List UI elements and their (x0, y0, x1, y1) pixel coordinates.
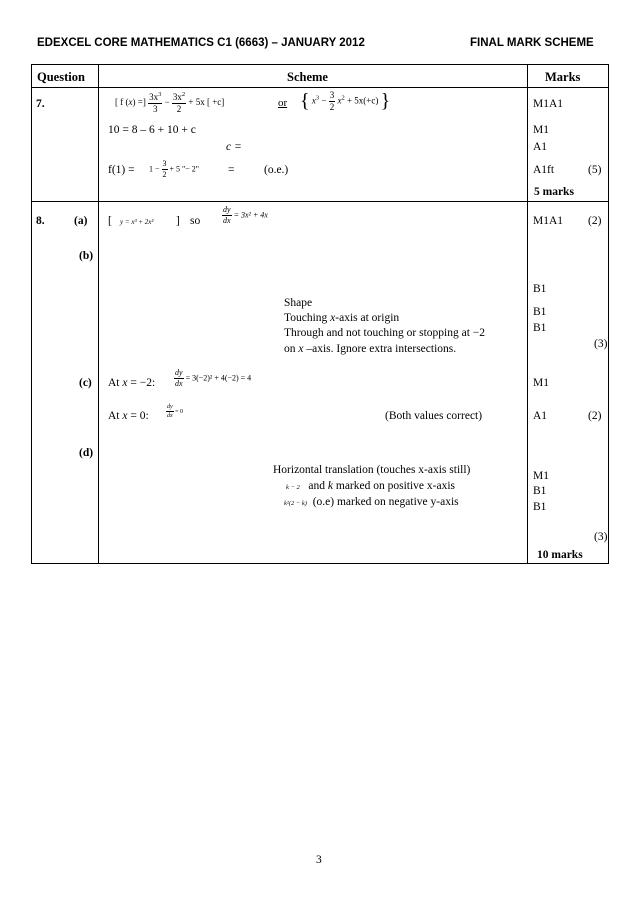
q8b-note-touching (284, 312, 399, 324)
q8b-note2-pre: Touching (284, 312, 331, 324)
q7-alt-exp: 3 (315, 94, 320, 102)
q8d-k-minus-2: k − 2 (286, 484, 300, 491)
q8d-and: and (308, 480, 326, 492)
q8b-mark-2: B1 (533, 306, 547, 318)
q7-c-value: c = (226, 141, 242, 153)
q8c-dy-2: dy (167, 404, 173, 410)
column-header-scheme: Scheme (287, 70, 328, 84)
q7-close-eq: ) =] (132, 97, 146, 108)
q8d-label: (d) (79, 447, 94, 459)
q7-fraction-1 (148, 92, 162, 114)
q7-f1-frac-num: 3 (162, 159, 167, 168)
q8c-total: (2) (588, 410, 602, 422)
q8a-dydx (222, 206, 232, 225)
q7-f1-frac-den: 2 (162, 170, 167, 179)
q8b-note4-var: x (298, 343, 304, 355)
q8d-note-translation: Horizontal translation (touches x-axis still) (273, 464, 471, 476)
q8b-note4-post: –axis. Ignore extra intersections. (303, 343, 457, 355)
q8c-dydx-1 (174, 369, 184, 388)
q8d-note2-post: marked on positive x-axis (335, 480, 456, 492)
q7-f2-den: 2 (176, 104, 182, 114)
q7-f2-num: 3x (172, 92, 182, 102)
q7-alt-f-num: 3 (329, 90, 335, 100)
q7-open: [ f ( (115, 97, 129, 108)
column-divider-question (98, 64, 99, 563)
q8c-line2-pre: At (108, 410, 123, 422)
q8-summary: 10 marks (537, 549, 583, 561)
q7-mark-4: A1ft (533, 164, 555, 176)
question-7-bottom-border (31, 201, 609, 202)
q7-f2-exp: 2 (181, 91, 186, 98)
q7-f1-label: f(1) = (108, 164, 135, 176)
q8c-mark-1: M1 (533, 377, 549, 389)
q8c-line1-expression (174, 369, 251, 388)
table-right-border (608, 64, 609, 563)
q7-fraction-2 (172, 92, 186, 114)
q8d-mark-3: B1 (533, 501, 547, 513)
q7-substitution: 10 = 8 – 6 + 10 + c (108, 124, 196, 136)
table-bottom-border (31, 563, 609, 564)
q8a-total: (2) (588, 215, 602, 227)
q7-f1-expr-pre: 1 − (149, 164, 160, 174)
q7-brace-close: } (380, 90, 391, 112)
q8b-note-shape: Shape (284, 297, 313, 309)
q7-mark-1: M1A1 (533, 98, 564, 110)
q7-alt-rest: + 5x(+c) (346, 95, 379, 106)
q8b-note-through: Through and not touching or stopping at −2 (284, 327, 486, 339)
column-divider-marks (527, 64, 528, 563)
question-8-number: 8. (36, 215, 45, 227)
q8c-dx-2: dx (167, 413, 173, 419)
q7-f1-expr-post: + 5 "− 2" (169, 164, 200, 174)
q8a-bracket-close: ] (176, 215, 180, 227)
column-header-marks: Marks (545, 70, 581, 84)
q8b-mark-1: B1 (533, 283, 547, 295)
question-7-number: 7. (36, 98, 45, 110)
page-number: 3 (316, 854, 322, 866)
q8a-so: so (190, 215, 201, 227)
q7-alt-x: x (311, 95, 316, 106)
header-row-border (31, 87, 609, 88)
q8b-mark-3: B1 (533, 322, 547, 334)
q8c-line2-expression (166, 404, 183, 419)
q8b-label: (b) (79, 250, 94, 262)
q7-alt-fraction (329, 91, 336, 112)
q8c-dx-1: dx (175, 379, 183, 388)
q7-var: x (128, 97, 133, 108)
q7-f1-exp: 3 (158, 91, 162, 98)
q7-f1-fraction (162, 160, 168, 179)
q7-f1-equals: = (228, 164, 235, 176)
q8a-dy: dy (223, 205, 231, 214)
q8a-derivative-rhs: = 3x² + 4x (233, 210, 268, 220)
q8a-dx: dx (223, 216, 231, 225)
q7-oe-note: (o.e.) (264, 164, 289, 176)
q8d-k-squared-expr: k²(2 − k) (284, 500, 307, 507)
q7-total: (5) (588, 164, 602, 176)
document-title: EDEXCEL CORE MATHEMATICS C1 (6663) – JANUARY 2012 (37, 37, 365, 49)
q8d-note-k (286, 480, 455, 492)
q8b-note2-post: -axis at origin (335, 312, 400, 324)
q7-f1-expression (149, 160, 199, 179)
q7-rest: + 5x [ +c] (188, 97, 225, 108)
q7-or: or (278, 97, 288, 109)
q7-f1-den: 3 (152, 104, 158, 114)
q7-alt-x2-exp: 2 (341, 94, 345, 102)
document-subtitle: FINAL MARK SCHEME (470, 37, 594, 49)
q7-mark-2: M1 (533, 124, 549, 136)
q7-summary: 5 marks (534, 186, 574, 198)
q8c-line1-label (108, 377, 155, 389)
q8d-mark-2: B1 (533, 485, 547, 497)
q8a-label: (a) (74, 215, 88, 227)
q7-minus: − (164, 97, 170, 108)
q8d-mark-1: M1 (533, 470, 549, 482)
q7-alternative (300, 90, 390, 113)
q8c-line1-var: x (122, 377, 128, 389)
q7-f1-num: 3x (149, 92, 159, 102)
q7-alt-x2: x (337, 95, 342, 106)
q8c-dy-1: dy (175, 368, 183, 377)
q7-mark-3: A1 (533, 141, 548, 153)
q8c-both-note: (Both values correct) (385, 410, 483, 422)
q8d-total: (3) (594, 531, 608, 543)
q7-integral-line (115, 92, 224, 114)
table-top-border (31, 64, 609, 65)
q8a-derivative (222, 206, 268, 225)
q8c-line1-post: = −2: (127, 377, 156, 389)
q8d-k: k (327, 480, 333, 492)
q8c-line2-var: x (122, 410, 128, 422)
table-left-border (31, 64, 32, 563)
q8d-note-y (284, 496, 459, 508)
q7-alt-minus: − (321, 95, 327, 106)
q7-alt-f-den: 2 (329, 102, 335, 112)
q8d-note3-post: (o.e) marked on negative y-axis (312, 496, 459, 508)
q8a-bracket-open: [ (108, 215, 112, 227)
q8c-line1-rhs: = 3(−2)² + 4(−2) = 4 (185, 373, 252, 383)
q8c-line2-label (108, 410, 149, 422)
q8b-note4-pre: on (284, 343, 299, 355)
q8a-expression: y = x³ + 2x² (120, 218, 154, 226)
column-header-question: Question (37, 70, 85, 84)
q8c-line2-post: = 0: (127, 410, 149, 422)
q8c-dydx-2 (166, 404, 174, 419)
q7-brace-open: { (300, 90, 310, 112)
q8a-mark: M1A1 (533, 215, 564, 227)
q8c-line2-rhs: = 0 (175, 408, 184, 415)
q8c-label: (c) (79, 377, 92, 389)
q8b-note2-var: x (330, 312, 336, 324)
q8c-mark-2: A1 (533, 410, 548, 422)
q8b-total: (3) (594, 338, 608, 350)
q8b-note-axis (284, 343, 456, 355)
q8c-line1-pre: At (108, 377, 123, 389)
